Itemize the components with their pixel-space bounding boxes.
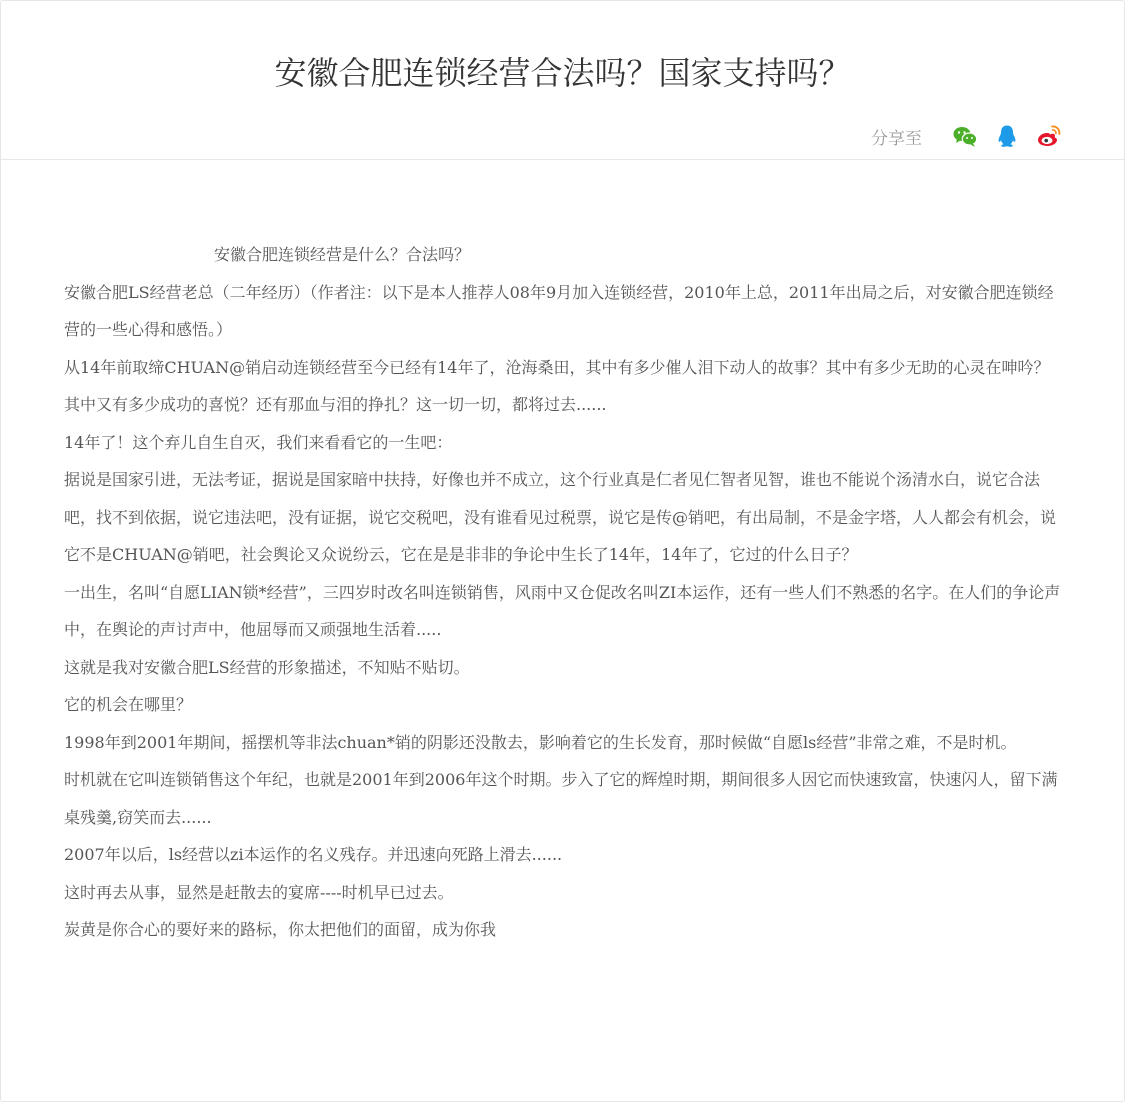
- article-header: [1, 1, 1124, 160]
- paragraph-8: 1998年到2001年期间，摇摆机等非法chuan*销的阴影还没散去，影响着它的生长发育，那时候做“自愿ls经营”非常之难，不是时机。: [64, 732, 1017, 752]
- article-title: 安徽合肥连锁经营合法吗？国家支持吗？: [274, 54, 851, 92]
- paragraph-0: 安徽合肥连锁经营是什么？合法吗？: [214, 245, 471, 264]
- article-body: [64, 236, 1064, 949]
- wechat-icon[interactable]: [952, 123, 978, 149]
- paragraph-7: 它的机会在哪里？: [64, 695, 193, 714]
- share-bar: [871, 121, 1062, 151]
- paragraph-11: 这时再去从事，显然是赶散去的宴席----时机早已过去。: [64, 882, 454, 902]
- paragraph-3: 14年了！这个弃儿自生自灭，我们来看看它的一生吧：: [64, 432, 453, 452]
- paragraph-4: 据说是国家引进，无法考证，据说是国家暗中扶持，好像也并不成立，这个行业真是仁者见仁智者见智，谁也不能说个汤清水白，说它合法吧，找不到依据，说它违法吧，没有证据，说它交税吧，没有谁看见过税票，说它是传@销吧，有出局制，不是金字塔，人人都会有机会，说它不是CHUAN@销吧，社会舆论又众说纷云，它在是是非非的争论中生长了14年，14年了，它过的什么日子？: [64, 470, 1057, 564]
- paragraph-2: 从14年前取缔CHUAN@销启动连锁经营至今已经有14年了，沧海桑田，其中有多少催人泪下动人的故事？其中有多少无助的心灵在呻吟？其中又有多少成功的喜悦？还有那血与泪的挣扎？这一切一切，都将过去......: [64, 357, 1050, 414]
- qq-icon[interactable]: [994, 123, 1020, 149]
- paragraph-6: 这就是我对安徽合肥LS经营的形象描述，不知贴不贴切。: [64, 657, 470, 677]
- share-label: 分享至: [871, 128, 922, 149]
- paragraph-12: 炭黄是你合心的要好来的路标，你太把他们的面留，成为你我: [64, 920, 497, 939]
- paragraph-1: 安徽合肥LS经营老总（二年经历）（作者注：以下是本人推荐人08年9月加入连锁经营，2010年上总，2011年出局之后，对安徽合肥连锁经营的一些心得和感悟。）: [64, 282, 1054, 339]
- weibo-icon[interactable]: [1036, 123, 1062, 149]
- paragraph-5: 一出生，名叫“自愿LIAN锁*经营”，三四岁时改名叫连锁销售，风雨中又仓促改名叫ZI本运作，还有一些人们不熟悉的名字。在人们的争论声中，在舆论的声讨声中，他屈辱而又顽强地生活着.....: [64, 582, 1061, 639]
- paragraph-10: 2007年以后，ls经营以zi本运作的名义残存。并迅速向死路上滑去......: [64, 845, 563, 864]
- paragraph-9: 时机就在它叫连锁销售这个年纪，也就是2001年到2006年这个时期。步入了它的辉煌时期，期间很多人因它而快速致富，快速闪人，留下满桌残羹,窃笑而去......: [64, 770, 1058, 827]
